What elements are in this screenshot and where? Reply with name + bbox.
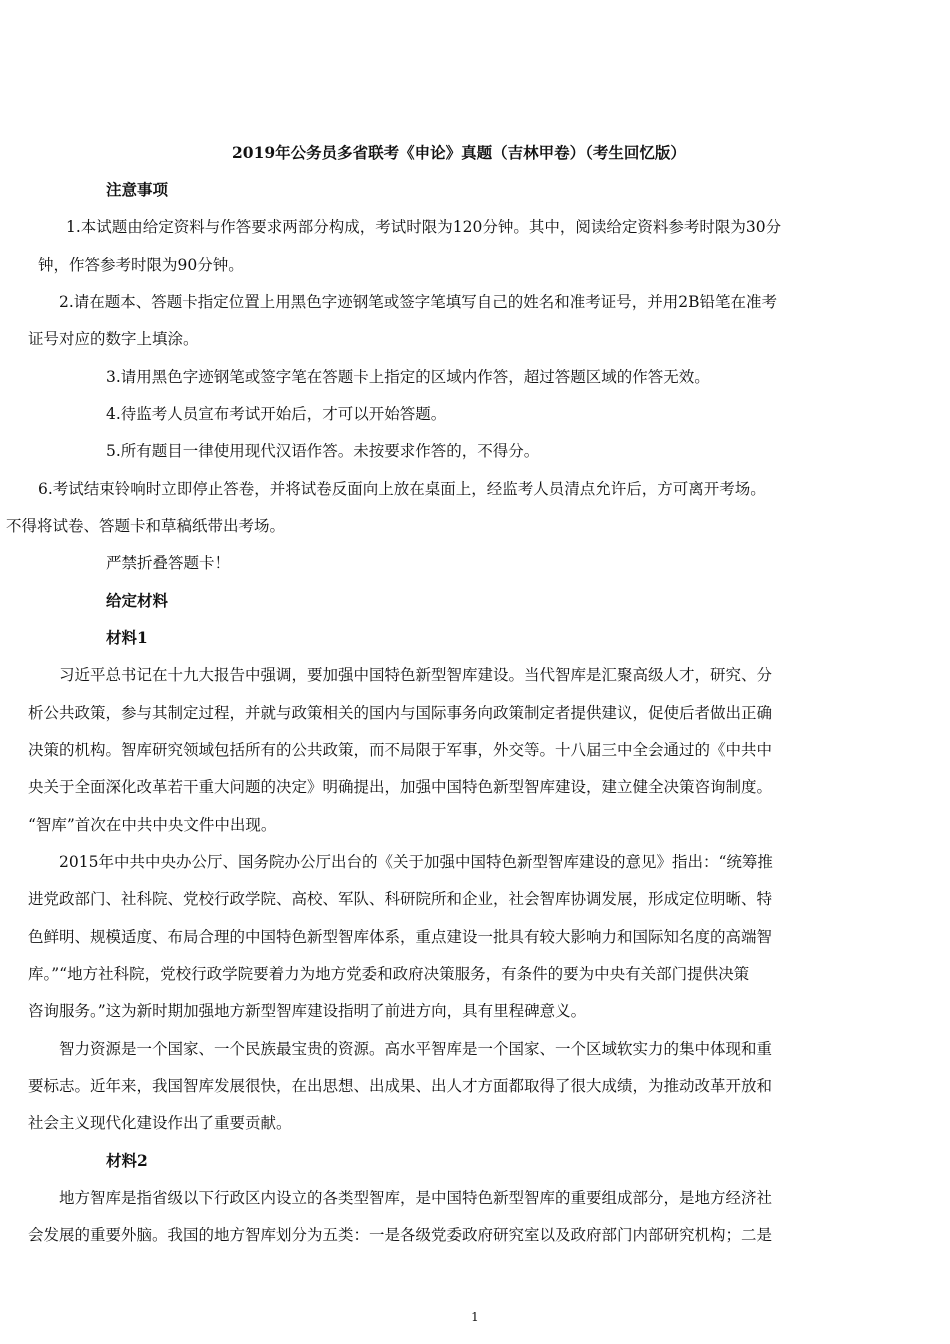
notice-item-4: 4.待监考人员宣布考试开始后，才可以开始答题。: [106, 405, 447, 423]
notice-item-6-line-1: 6.考试结束铃响时立即停止答卷，并将试卷反面向上放在桌面上，经监考人员清点允许后，方可离开考场。: [38, 480, 766, 498]
notice-heading: 注意事项: [106, 180, 169, 199]
notice-item-5: 5.所有题目一律使用现代汉语作答。未按要求作答的，不得分。: [106, 442, 540, 460]
material-1-para-2-line-1: 2015年中共中央办公厅、国务院办公厅出台的《关于加强中国特色新型智库建设的意见》指出：“统筹推: [59, 853, 773, 871]
page-number: 1: [471, 1310, 479, 1324]
material-2-para-1-line-2: 会发展的重要外脑。我国的地方智库划分为五类：一是各级党委政府研究室以及政府部门内部研究机构；二是: [28, 1226, 773, 1244]
notice-item-2-line-2: 证号对应的数字上填涂。: [28, 330, 199, 348]
notice-item-1-line-1: 1.本试题由给定资料与作答要求两部分构成，考试时限为120分钟。其中，阅读给定资料参考时限为30分: [66, 218, 782, 236]
notice-item-1-line-2: 钟，作答参考时限为90分钟。: [38, 256, 244, 274]
material-2-heading: 材料2: [106, 1151, 148, 1170]
document-title: 2019年公务员多省联考《申论》真题（吉林甲卷）（考生回忆版）: [232, 143, 686, 162]
material-1-heading: 材料1: [106, 628, 148, 647]
material-1-para-1-line-5: “智库”首次在中共中央文件中出现。: [28, 816, 277, 834]
material-1-para-3-line-3: 社会主义现代化建设作出了重要贡献。: [28, 1114, 292, 1132]
material-1-para-1-line-2: 析公共政策，参与其制定过程，并就与政策相关的国内与国际事务向政策制定者提供建议，促使后者做出正确: [28, 704, 773, 722]
material-1-para-3-line-1: 智力资源是一个国家、一个民族最宝贵的资源。高水平智库是一个国家、一个区域软实力的集中体现和重: [59, 1040, 773, 1058]
material-1-para-2-line-5: 咨询服务。”这为新时期加强地方新型智库建设指明了前进方向，具有里程碑意义。: [28, 1002, 587, 1020]
material-2-para-1-line-1: 地方智库是指省级以下行政区内设立的各类型智库，是中国特色新型智库的重要组成部分，是地方经济社: [59, 1189, 773, 1207]
material-1-para-2-line-2: 进党政部门、社科院、党校行政学院、高校、军队、科研院所和企业，社会智库协调发展，形成定位明晰、特: [28, 890, 773, 908]
material-1-para-2-line-4: 库。”“地方社科院，党校行政学院要着力为地方党委和政府决策服务，有条件的要为中央有关部门提供决策: [28, 965, 750, 983]
material-1-para-1-line-3: 决策的机构。智库研究领域包括所有的公共政策，而不局限于军事，外交等。十八届三中全会通过的《中共中: [28, 741, 773, 759]
material-1-para-2-line-3: 色鲜明、规模适度、布局合理的中国特色新型智库体系，重点建设一批具有较大影响力和国际知名度的高端智: [28, 928, 773, 946]
notice-item-3: 3.请用黑色字迹钢笔或签字笔在答题卡上指定的区域内作答，超过答题区域的作答无效。: [106, 368, 710, 386]
materials-heading: 给定材料: [106, 591, 169, 610]
material-1-para-1-line-4: 央关于全面深化改革若干重大问题的决定》明确提出，加强中国特色新型智库建设，建立健全决策咨询制度。: [28, 778, 773, 796]
material-1-para-1-line-1: 习近平总书记在十九大报告中强调，要加强中国特色新型智库建设。当代智库是汇聚高级人才，研究、分: [59, 666, 773, 684]
notice-item-6-line-2: 不得将试卷、答题卡和草稿纸带出考场。: [6, 517, 286, 535]
material-1-para-3-line-2: 要标志。近年来，我国智库发展很快，在出思想、出成果、出人才方面都取得了很大成绩，为推动改革开放和: [28, 1077, 773, 1095]
notice-item-2-line-1: 2.请在题本、答题卡指定位置上用黑色字迹钢笔或签字笔填写自己的姓名和准考证号，并用2B铅笔在准考: [59, 293, 778, 311]
warning-text: 严禁折叠答题卡！: [106, 554, 231, 572]
